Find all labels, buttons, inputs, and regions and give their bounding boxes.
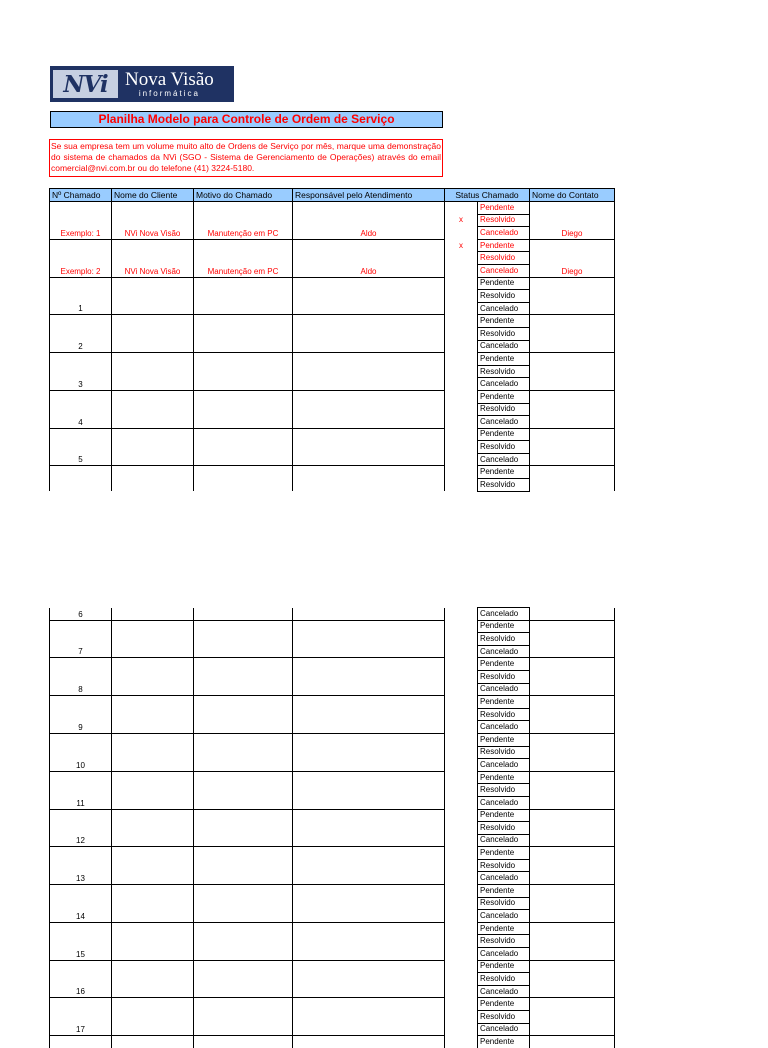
- cell-contato[interactable]: [530, 960, 615, 998]
- cell-contato[interactable]: [530, 390, 615, 428]
- cell-numero[interactable]: Exemplo: 2: [50, 239, 112, 277]
- status-mark-cell[interactable]: [445, 277, 478, 290]
- cell-motivo[interactable]: [194, 428, 293, 466]
- cell-cliente[interactable]: [112, 620, 194, 658]
- status-mark-cell[interactable]: [445, 948, 478, 961]
- status-mark-cell[interactable]: [445, 859, 478, 872]
- cell-numero[interactable]: 9: [50, 696, 112, 734]
- table-row: [50, 353, 615, 366]
- status-option: Pendente: [478, 696, 530, 709]
- table-row: [50, 277, 615, 290]
- sheet-title: Planilha Modelo para Controle de Ordem de Serviço: [50, 111, 443, 128]
- status-option: Pendente: [478, 315, 530, 328]
- table-row: [50, 608, 615, 621]
- status-mark-cell[interactable]: [445, 633, 478, 646]
- table-header: [50, 189, 615, 202]
- table-row: [50, 428, 615, 441]
- cell-responsavel[interactable]: [293, 658, 445, 696]
- status-option: Resolvido: [478, 365, 530, 378]
- status-mark-cell[interactable]: [445, 834, 478, 847]
- status-option: Resolvido: [478, 403, 530, 416]
- cell-responsavel[interactable]: [293, 960, 445, 998]
- cell-contato[interactable]: [530, 847, 615, 885]
- status-option: Resolvido: [478, 935, 530, 948]
- cell-motivo[interactable]: [194, 809, 293, 847]
- status-mark-cell[interactable]: [445, 416, 478, 429]
- cell-numero[interactable]: 7: [50, 620, 112, 658]
- status-option: Cancelado: [478, 340, 530, 353]
- company-logo: [50, 66, 234, 102]
- status-option: Resolvido: [478, 822, 530, 835]
- table-row: [50, 885, 615, 898]
- logo-mark: NVi: [53, 70, 118, 98]
- cell-numero[interactable]: 12: [50, 809, 112, 847]
- status-option: Cancelado: [478, 378, 530, 391]
- cell-motivo[interactable]: [194, 960, 293, 998]
- status-mark-cell[interactable]: [445, 390, 478, 403]
- status-option: Cancelado: [478, 453, 530, 466]
- cell-numero[interactable]: 8: [50, 658, 112, 696]
- status-mark-cell[interactable]: [445, 809, 478, 822]
- status-option: Resolvido: [478, 973, 530, 986]
- cell-responsavel[interactable]: [293, 620, 445, 658]
- status-option: Pendente: [478, 809, 530, 822]
- status-mark-cell[interactable]: x: [445, 239, 478, 252]
- status-option: Resolvido: [478, 859, 530, 872]
- table-row: [50, 1036, 615, 1048]
- cell-motivo[interactable]: Manutenção em PC: [194, 239, 293, 277]
- status-option: Pendente: [478, 390, 530, 403]
- cell-numero[interactable]: 10: [50, 733, 112, 771]
- status-mark-cell[interactable]: [445, 935, 478, 948]
- status-mark-cell[interactable]: [445, 973, 478, 986]
- table-row: [50, 960, 615, 973]
- status-option: Resolvido: [478, 252, 530, 265]
- status-option: Resolvido: [478, 327, 530, 340]
- cell-responsavel[interactable]: [293, 353, 445, 391]
- cell-contato[interactable]: Diego: [530, 239, 615, 277]
- cell-cliente[interactable]: [112, 315, 194, 353]
- status-mark-cell[interactable]: [445, 696, 478, 709]
- cell-motivo[interactable]: [194, 620, 293, 658]
- cell-numero[interactable]: 1: [50, 277, 112, 315]
- logo-subtitle: informática: [138, 88, 200, 98]
- table-row: [50, 315, 615, 328]
- cell-motivo[interactable]: [194, 998, 293, 1036]
- header-motivo: Motivo do Chamado: [194, 189, 293, 202]
- status-option: Cancelado: [478, 759, 530, 772]
- status-option: Resolvido: [478, 784, 530, 797]
- status-option: Resolvido: [478, 290, 530, 303]
- status-option: Pendente: [478, 733, 530, 746]
- status-option: Resolvido: [478, 441, 530, 454]
- cell-contato[interactable]: [530, 428, 615, 466]
- table-row: [50, 658, 615, 671]
- cell-contato[interactable]: Diego: [530, 202, 615, 240]
- status-option: Cancelado: [478, 416, 530, 429]
- status-mark-cell[interactable]: [445, 670, 478, 683]
- cell-numero[interactable]: 15: [50, 922, 112, 960]
- status-option: Pendente: [478, 847, 530, 860]
- status-mark-cell[interactable]: [445, 453, 478, 466]
- status-mark-cell[interactable]: [445, 466, 478, 479]
- cell-responsavel[interactable]: [293, 922, 445, 960]
- cell-cliente[interactable]: [112, 809, 194, 847]
- status-mark-cell[interactable]: [445, 1023, 478, 1036]
- status-mark-cell[interactable]: [445, 378, 478, 391]
- cell-cliente[interactable]: [112, 922, 194, 960]
- status-mark-cell[interactable]: [445, 645, 478, 658]
- table-row: [50, 620, 615, 633]
- status-option: Resolvido: [478, 1011, 530, 1024]
- cell-responsavel[interactable]: [293, 277, 445, 315]
- status-option: Pendente: [478, 428, 530, 441]
- cell-numero[interactable]: 13: [50, 847, 112, 885]
- cell-motivo[interactable]: [194, 771, 293, 809]
- cell-contato[interactable]: [530, 658, 615, 696]
- cell-numero[interactable]: 3: [50, 353, 112, 391]
- table-row: [50, 390, 615, 403]
- cell-numero[interactable]: 14: [50, 885, 112, 923]
- status-mark-cell[interactable]: [445, 315, 478, 328]
- cell-responsavel[interactable]: [293, 885, 445, 923]
- status-mark-cell[interactable]: [445, 658, 478, 671]
- status-option: Cancelado: [478, 721, 530, 734]
- cell-responsavel[interactable]: [293, 696, 445, 734]
- table-row: [50, 847, 615, 860]
- status-mark-cell[interactable]: [445, 910, 478, 923]
- status-mark-cell[interactable]: [445, 608, 478, 621]
- header-numero: Nº Chamado: [50, 189, 112, 202]
- status-option: Resolvido: [478, 746, 530, 759]
- status-mark-cell[interactable]: [445, 985, 478, 998]
- status-option: Pendente: [478, 239, 530, 252]
- cell-motivo[interactable]: [194, 353, 293, 391]
- status-option: Cancelado: [478, 608, 530, 621]
- cell-numero[interactable]: 2: [50, 315, 112, 353]
- status-mark-cell[interactable]: [445, 1011, 478, 1024]
- cell-responsavel[interactable]: [293, 315, 445, 353]
- status-option: Cancelado: [478, 1023, 530, 1036]
- cell-motivo[interactable]: [194, 658, 293, 696]
- table-row: [50, 202, 615, 215]
- table-row: [50, 771, 615, 784]
- status-option: Pendente: [478, 1036, 530, 1048]
- table-row: [50, 809, 615, 822]
- status-option: Resolvido: [478, 708, 530, 721]
- cell-cliente[interactable]: [112, 428, 194, 466]
- header-responsavel: Responsável pelo Atendimento: [293, 189, 445, 202]
- status-mark-cell[interactable]: [445, 290, 478, 303]
- status-mark-cell[interactable]: [445, 202, 478, 215]
- cell-motivo[interactable]: [194, 847, 293, 885]
- status-mark-cell[interactable]: [445, 885, 478, 898]
- status-mark-cell[interactable]: [445, 784, 478, 797]
- cell-contato[interactable]: [530, 315, 615, 353]
- status-mark-cell[interactable]: [445, 708, 478, 721]
- cell-cliente[interactable]: NVi Nova Visão: [112, 239, 194, 277]
- status-option: Resolvido: [478, 670, 530, 683]
- status-option: Pendente: [478, 960, 530, 973]
- status-option: Cancelado: [478, 683, 530, 696]
- status-option: Cancelado: [478, 948, 530, 961]
- cell-motivo[interactable]: [194, 885, 293, 923]
- cell-cliente[interactable]: [112, 277, 194, 315]
- status-option: Cancelado: [478, 872, 530, 885]
- cell-motivo[interactable]: [194, 733, 293, 771]
- status-option: Cancelado: [478, 985, 530, 998]
- status-option: Cancelado: [478, 796, 530, 809]
- status-mark-cell[interactable]: [445, 327, 478, 340]
- status-mark-cell[interactable]: x: [445, 214, 478, 227]
- status-mark-cell[interactable]: [445, 721, 478, 734]
- table-row: [50, 922, 615, 935]
- cell-contato[interactable]: [530, 998, 615, 1036]
- status-option: Cancelado: [478, 227, 530, 240]
- status-option: Cancelado: [478, 910, 530, 923]
- notice-text: Se sua empresa tem um volume muito alto de Ordens de Serviço por mês, marque uma demonstração do sistema de chamados da NVi (SGO - Sistema de Gerenciamento de Operações) através do email comercial@nvi.com.br ou do telefone (41) 3224-5180.: [49, 139, 443, 177]
- status-mark-cell[interactable]: [445, 353, 478, 366]
- cell-cliente[interactable]: [112, 353, 194, 391]
- cell-contato[interactable]: [530, 353, 615, 391]
- cell-cliente[interactable]: NVi Nova Visão: [112, 202, 194, 240]
- status-mark-cell[interactable]: [445, 771, 478, 784]
- status-option: Pendente: [478, 922, 530, 935]
- cell-cliente[interactable]: [112, 885, 194, 923]
- status-mark-cell[interactable]: [445, 340, 478, 353]
- cell-responsavel[interactable]: [293, 733, 445, 771]
- cell-numero[interactable]: 4: [50, 390, 112, 428]
- status-mark-cell[interactable]: [445, 746, 478, 759]
- cell-motivo[interactable]: [194, 315, 293, 353]
- status-mark-cell[interactable]: [445, 822, 478, 835]
- table-row: [50, 998, 615, 1011]
- cell-cliente[interactable]: [112, 771, 194, 809]
- status-mark-cell[interactable]: [445, 264, 478, 277]
- table-row: [50, 733, 615, 746]
- status-mark-cell[interactable]: [445, 733, 478, 746]
- cell-responsavel[interactable]: [293, 390, 445, 428]
- status-mark-cell[interactable]: [445, 479, 478, 492]
- cell-responsavel[interactable]: [293, 809, 445, 847]
- cell-motivo[interactable]: [194, 696, 293, 734]
- cell-contato[interactable]: [530, 696, 615, 734]
- cell-responsavel[interactable]: [293, 998, 445, 1036]
- status-mark-cell[interactable]: [445, 227, 478, 240]
- status-mark-cell[interactable]: [445, 620, 478, 633]
- logo-name: Nova Visão: [125, 68, 214, 90]
- cell-contato[interactable]: [530, 620, 615, 658]
- cell-numero[interactable]: 6: [50, 608, 112, 621]
- status-option: Pendente: [478, 202, 530, 215]
- status-mark-cell[interactable]: [445, 847, 478, 860]
- status-mark-cell[interactable]: [445, 759, 478, 772]
- status-option: Pendente: [478, 771, 530, 784]
- cell-contato[interactable]: [530, 733, 615, 771]
- table-row: [50, 239, 615, 252]
- status-option: Cancelado: [478, 645, 530, 658]
- status-option: Resolvido: [478, 897, 530, 910]
- cell-contato[interactable]: [530, 771, 615, 809]
- status-option: Cancelado: [478, 834, 530, 847]
- cell-cliente[interactable]: [112, 390, 194, 428]
- cell-motivo[interactable]: [194, 390, 293, 428]
- cell-cliente[interactable]: [112, 960, 194, 998]
- header-contato: Nome do Contato: [530, 189, 615, 202]
- cell-responsavel[interactable]: [293, 428, 445, 466]
- status-option: Pendente: [478, 620, 530, 633]
- status-option: Pendente: [478, 353, 530, 366]
- status-option: Cancelado: [478, 264, 530, 277]
- status-mark-cell[interactable]: [445, 1036, 478, 1048]
- cell-responsavel[interactable]: [293, 771, 445, 809]
- status-option: Pendente: [478, 998, 530, 1011]
- cell-cliente[interactable]: [112, 998, 194, 1036]
- status-option: Cancelado: [478, 302, 530, 315]
- status-mark-cell[interactable]: [445, 365, 478, 378]
- status-option: Pendente: [478, 277, 530, 290]
- cell-cliente[interactable]: [112, 658, 194, 696]
- status-mark-cell[interactable]: [445, 428, 478, 441]
- service-order-table-continued: [49, 607, 615, 1048]
- cell-responsavel[interactable]: Aldo: [293, 202, 445, 240]
- status-mark-cell[interactable]: [445, 897, 478, 910]
- table-row: [50, 696, 615, 709]
- cell-numero[interactable]: 16: [50, 960, 112, 998]
- status-option: Pendente: [478, 658, 530, 671]
- cell-numero[interactable]: 11: [50, 771, 112, 809]
- cell-cliente[interactable]: [112, 733, 194, 771]
- status-mark-cell[interactable]: [445, 796, 478, 809]
- status-mark-cell[interactable]: [445, 960, 478, 973]
- status-option: Resolvido: [478, 479, 530, 492]
- status-mark-cell[interactable]: [445, 441, 478, 454]
- header-status: Status Chamado: [445, 189, 530, 202]
- cell-motivo[interactable]: Manutenção em PC: [194, 202, 293, 240]
- status-mark-cell[interactable]: [445, 872, 478, 885]
- cell-cliente[interactable]: [112, 847, 194, 885]
- status-mark-cell[interactable]: [445, 998, 478, 1011]
- status-mark-cell[interactable]: [445, 403, 478, 416]
- status-mark-cell[interactable]: [445, 922, 478, 935]
- status-mark-cell[interactable]: [445, 302, 478, 315]
- status-option: Pendente: [478, 885, 530, 898]
- cell-numero[interactable]: Exemplo: 1: [50, 202, 112, 240]
- cell-numero[interactable]: 5: [50, 428, 112, 466]
- cell-motivo[interactable]: [194, 277, 293, 315]
- cell-contato[interactable]: [530, 277, 615, 315]
- cell-contato[interactable]: [530, 922, 615, 960]
- status-option: Resolvido: [478, 214, 530, 227]
- status-option: Resolvido: [478, 633, 530, 646]
- header-cliente: Nome do Cliente: [112, 189, 194, 202]
- service-order-table: [49, 188, 615, 492]
- status-option: Pendente: [478, 466, 530, 479]
- cell-cliente[interactable]: [112, 696, 194, 734]
- cell-contato[interactable]: [530, 809, 615, 847]
- status-mark-cell[interactable]: [445, 683, 478, 696]
- table-row: [50, 466, 615, 479]
- cell-contato[interactable]: [530, 885, 615, 923]
- cell-numero[interactable]: 17: [50, 998, 112, 1036]
- cell-motivo[interactable]: [194, 922, 293, 960]
- cell-responsavel[interactable]: [293, 847, 445, 885]
- status-mark-cell[interactable]: [445, 252, 478, 265]
- cell-responsavel[interactable]: Aldo: [293, 239, 445, 277]
